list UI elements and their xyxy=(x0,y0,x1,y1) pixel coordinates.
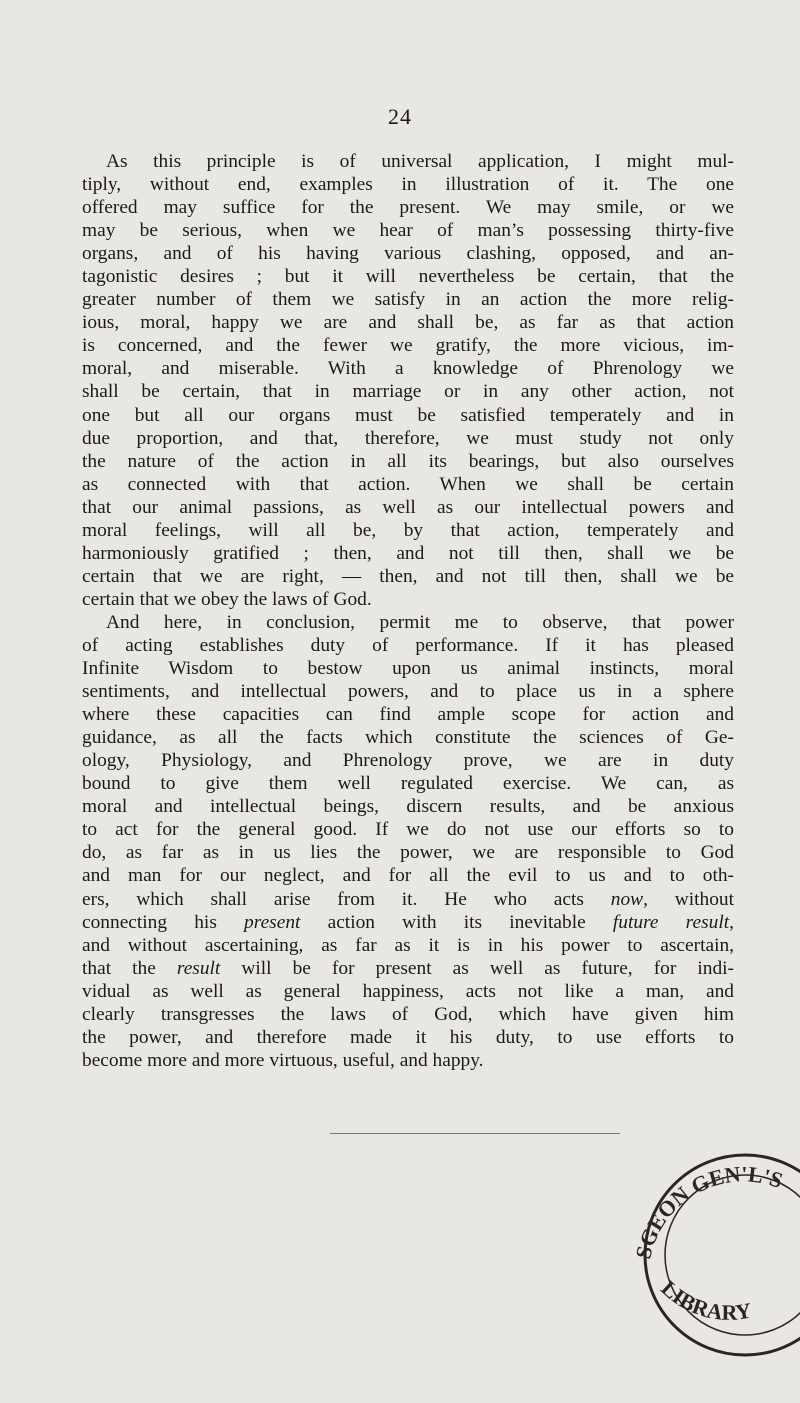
text-line: and without ascertaining, as far as it is in his power to ascertain, xyxy=(82,934,734,956)
text-line: shall be certain, that in marriage or in any other action, not xyxy=(82,381,734,403)
library-stamp-graphic xyxy=(620,1130,800,1398)
text-line: certain that we are right, — then, and not till then, shall we be xyxy=(82,565,734,587)
text-line: due proportion, and that, therefore, we must study not only xyxy=(82,427,734,449)
text-line: do, as far as in us lies the power, we are responsible to God xyxy=(82,842,734,864)
text-line: moral and intellectual beings, discern results, and be anxious xyxy=(82,796,734,818)
text-line: one but all our organs must be satisfied temperately and in xyxy=(82,404,734,426)
text-line: where these capacities can find ample scope for action and xyxy=(82,704,734,726)
text-line: Infinite Wisdom to bestow upon us animal instincts, moral xyxy=(82,658,734,680)
svg-text:LIBRARY xyxy=(656,1275,753,1324)
text-line: may be serious, when we hear of man’s possessing thirty-five xyxy=(82,220,734,242)
text-line: ology, Physiology, and Phrenology prove, we are in duty xyxy=(82,750,734,772)
text-line: connecting his present action with its inevitable future result, xyxy=(82,911,734,933)
text-line: certain that we obey the laws of God. xyxy=(82,588,372,610)
text-line: to act for the general good. If we do not use our efforts so to xyxy=(82,819,734,841)
text-line: tagonistic desires ; but it will nevertheless be certain, that the xyxy=(82,266,734,288)
text-line: that our animal passions, as well as our intellectual powers and xyxy=(82,496,734,518)
text-line: as connected with that action. When we shall be certain xyxy=(82,473,734,495)
divider xyxy=(330,1133,620,1134)
text-line: moral feelings, will all be, by that action, temperately and xyxy=(82,519,734,541)
body-text xyxy=(82,150,734,1072)
text-line: moral, and miserable. With a knowledge of Phrenology we xyxy=(82,358,734,380)
page-number: 24 xyxy=(388,104,412,129)
text-line: ers, which shall arise from it. He who acts now, without xyxy=(82,888,734,910)
text-line: tiply, without end, examples in illustration of it. The one xyxy=(82,174,734,196)
text-line: sentiments, and intellectual powers, and to place us in a sphere xyxy=(82,681,734,703)
text-line: that the result will be for present as well as future, for indi- xyxy=(82,957,734,979)
text-line: organs, and of his having various clashing, opposed, and an- xyxy=(82,243,734,265)
text-line: clearly transgresses the laws of God, which have given him xyxy=(82,1003,734,1025)
text-line: the power, and therefore made it his duty, to use efforts to xyxy=(82,1026,734,1048)
text-line: harmoniously gratified ; then, and not till then, shall we be xyxy=(82,542,734,564)
stamp-bottom-text: LIBRARY xyxy=(656,1275,754,1325)
text-line: ious, moral, happy we are and shall be, as far as that action xyxy=(82,312,734,334)
stamp-top-text: SGEON GEN'L'S xyxy=(630,1161,787,1262)
text-line: guidance, as all the facts which constitute the sciences of Ge- xyxy=(82,727,734,749)
text-line: become more and more virtuous, useful, and happy. xyxy=(82,1049,484,1071)
text-line: offered may suffice for the present. We may smile, or we xyxy=(82,197,734,219)
text-line: greater number of them we satisfy in an action the more relig- xyxy=(82,289,734,311)
text-line: As this principle is of universal application, I might mul- xyxy=(106,151,734,172)
text-line: of acting establishes duty of performance. If it has pleased xyxy=(82,634,734,656)
text-line: And here, in conclusion, permit me to observe, that power xyxy=(106,611,734,633)
library-stamp xyxy=(620,1130,800,1398)
text-line: vidual as well as general happiness, acts not like a man, and xyxy=(82,980,734,1002)
text-line: and man for our neglect, and for all the evil to us and to oth- xyxy=(82,865,734,887)
text-line: is concerned, and the fewer we gratify, the more vicious, im- xyxy=(82,335,734,357)
text-line: bound to give them well regulated exercise. We can, as xyxy=(82,773,734,795)
text-line: the nature of the action in all its bearings, but also ourselves xyxy=(82,450,734,472)
